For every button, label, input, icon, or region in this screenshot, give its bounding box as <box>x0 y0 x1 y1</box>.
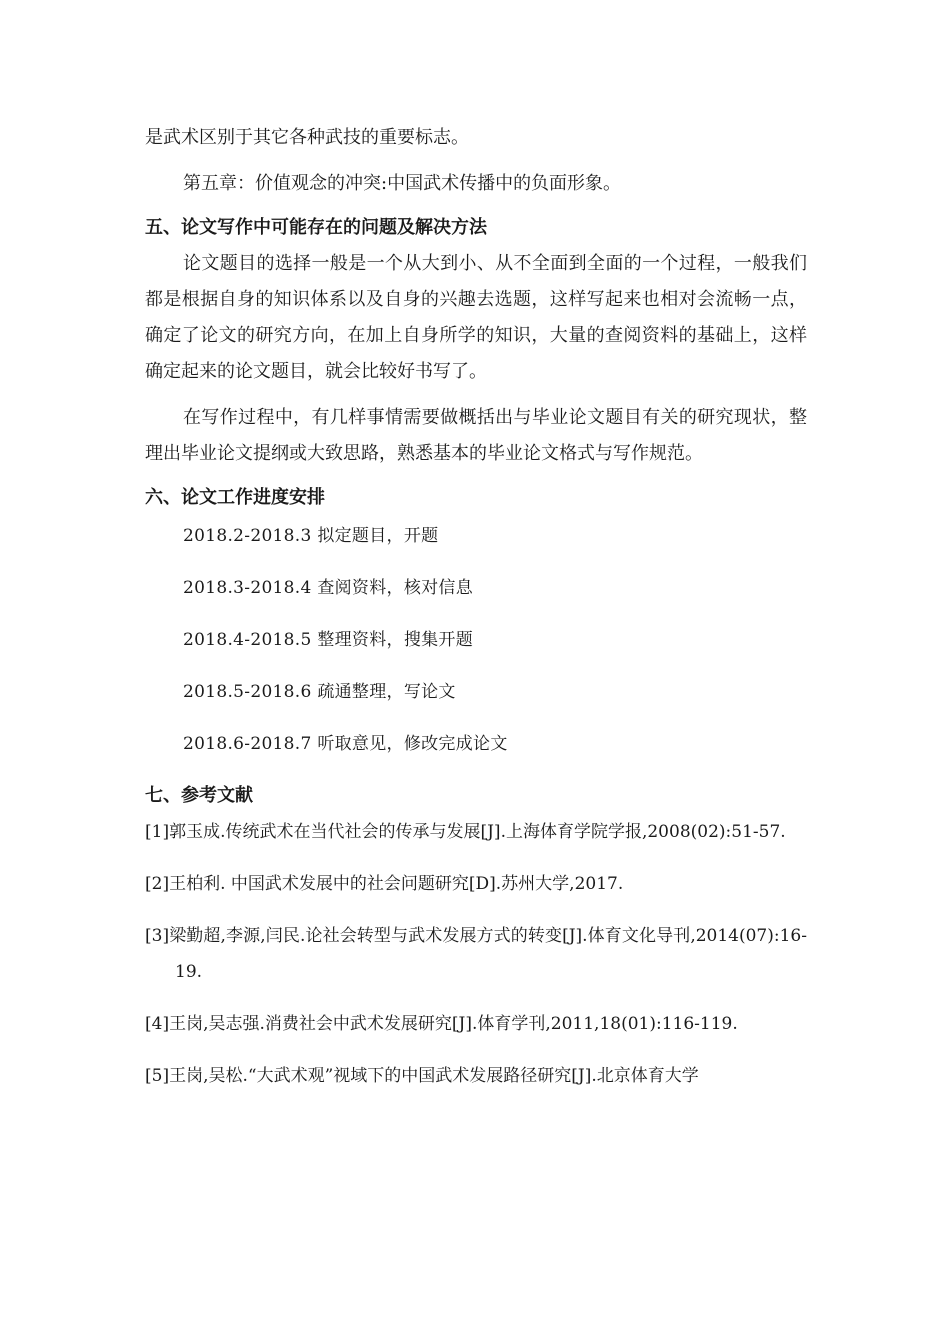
section7-heading: 七、参考文献 <box>145 785 253 806</box>
document-page <box>145 120 807 1110</box>
schedule-item: 2018.3-2018.4 查阅资料，核对信息 <box>183 578 474 598</box>
chapter5-line: 第五章：价值观念的冲突:中国武术传播中的负面形象。 <box>183 173 622 194</box>
schedule-item: 2018.2-2018.3 拟定题目，开题 <box>183 526 439 546</box>
reference-item: [1]郭玉成.传统武术在当代社会的传承与发展[J].上海体育学院学报,2008(02):51-57. <box>145 822 786 842</box>
schedule-item: 2018.4-2018.5 整理资料，搜集开题 <box>183 630 474 650</box>
reference-item: [5]王岗,吴松.“大武术观”视域下的中国武术发展路径研究[J].北京体育大学 <box>145 1066 699 1086</box>
schedule-item: 2018.6-2018.7 听取意见，修改完成论文 <box>183 734 508 754</box>
section5-paragraph-2: 在写作过程中，有几样事情需要做概括出与毕业论文题目有关的研究现状，整理出毕业论文提纲或大致思路，熟悉基本的毕业论文格式与写作规范。 <box>145 407 807 464</box>
reference-item: [3]梁勤超,李源,闫民.论社会转型与武术发展方式的转变[J].体育文化导刊,2014(07):16-19. <box>145 926 807 982</box>
schedule-item: 2018.5-2018.6 疏通整理，写论文 <box>183 682 456 702</box>
reference-list <box>145 814 807 1094</box>
section5-paragraph-1: 论文题目的选择一般是一个从大到小、从不全面到全面的一个过程，一般我们都是根据自身的知识体系以及自身的兴趣去选题，这样写起来也相对会流畅一点，确定了论文的研究方向，在加上自身所学的知识，大量的查阅资料的基础上，这样确定起来的论文题目，就会比较好书写了。 <box>145 253 807 382</box>
section6-heading: 六、论文工作进度安排 <box>145 487 325 508</box>
reference-item: [4]王岗,吴志强.消费社会中武术发展研究[J].体育学刊,2011,18(01):116-119. <box>145 1014 738 1034</box>
reference-item: [2]王柏利. 中国武术发展中的社会问题研究[D].苏州大学,2017. <box>145 874 624 894</box>
schedule-list <box>145 518 807 762</box>
continuation-paragraph: 是武术区别于其它各种武技的重要标志。 <box>145 127 469 148</box>
section5-heading: 五、论文写作中可能存在的问题及解决方法 <box>145 217 487 238</box>
